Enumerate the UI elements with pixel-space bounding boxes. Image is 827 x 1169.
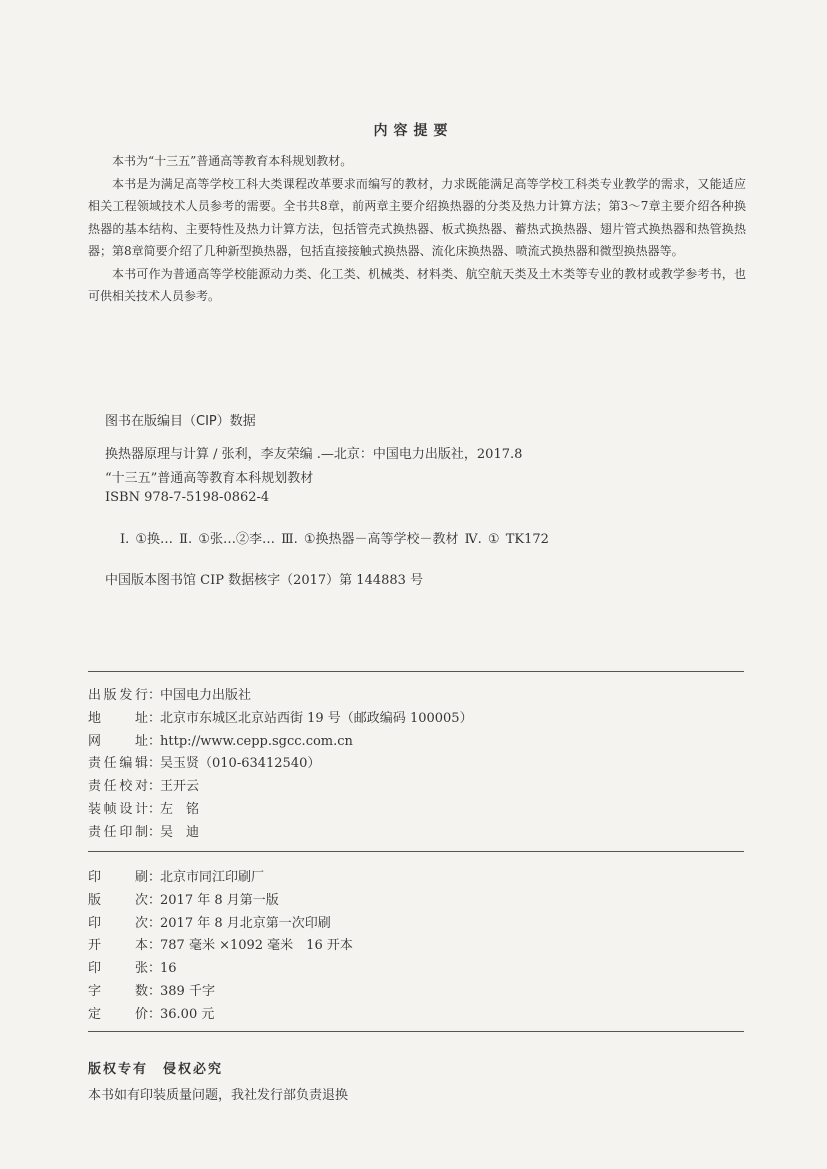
info-row: 版次：2017 年 8 月第一版 <box>88 889 279 908</box>
info-label: 印次 <box>88 916 148 931</box>
info-value: 王开云 <box>160 779 200 794</box>
info-row: 印次：2017 年 8 月北京第一次印刷 <box>88 912 331 931</box>
info-row: 责任编辑：吴玉贤（010-63412540） <box>88 752 320 774</box>
info-label: 责任印制 <box>88 825 148 840</box>
info-row: 印刷：北京市同江印刷厂 <box>88 866 264 885</box>
cip-classification: Ⅰ. ①换… Ⅱ. ①张…②李… Ⅲ. ①换热器－高等学校－教材 Ⅳ. ① TK172 <box>120 532 549 547</box>
info-value: 中国电力出版社 <box>160 688 252 703</box>
info-label: 装帧设计 <box>88 802 148 817</box>
divider <box>88 671 744 672</box>
info-label: 字数 <box>88 984 148 999</box>
info-label: 网址 <box>88 734 148 749</box>
info-label: 责任校对 <box>88 779 148 794</box>
info-value: 2017 年 8 月第一版 <box>160 893 279 908</box>
abstract-paragraph: 本书可作为普通高等学校能源动力类、化工类、机械类、材料类、航空航天类及土木类等专业的教材或教学参考书，也可供相关技术人员参考。 <box>88 266 746 303</box>
info-label: 责任编辑 <box>88 756 148 771</box>
info-row: 定价：36.00 元 <box>88 1003 214 1022</box>
info-value: 389 千字 <box>160 984 215 999</box>
info-row: 出版发行：中国电力出版社 <box>88 684 251 706</box>
info-row: 装帧设计：左 铭 <box>88 798 199 820</box>
cip-series-line: “十三五”普通高等教育本科规划教材 <box>105 471 314 486</box>
info-label: 印张 <box>88 961 148 976</box>
info-row: 责任校对：王开云 <box>88 775 199 797</box>
abstract-paragraph: 本书是为满足高等学校工科大类课程改革要求而编写的教材，力求既能满足高等学校工科类专业教学的需求，又能适应相关工程领域技术人员参考的需要。全书共8章，前两章主要介绍换热器的分类及热力计算方法；第3～7章主要介绍各种换热器的基本结构、主要特性及热力计算方法，包括管壳式换热器、板式换热器、蓄热式换热器、翅片管式换热器和热管换热器；第8章简要介绍了几种新型换热器，包括直接接触式换热器、流化床换热器、喷流式换热器和微型换热器等。 <box>88 176 746 258</box>
cip-isbn: ISBN 978-7-5198-0862-4 <box>105 490 270 505</box>
info-value: 787 毫米 ×1092 毫米 16 开本 <box>160 938 353 953</box>
info-row: 责任印制：吴 迪 <box>88 821 199 843</box>
info-label: 定价 <box>88 1007 148 1022</box>
info-value: 北京市同江印刷厂 <box>160 870 265 885</box>
info-value: 16 <box>160 961 177 976</box>
info-label: 地址 <box>88 711 148 726</box>
info-row: 开本：787 毫米 ×1092 毫米 16 开本 <box>88 934 353 953</box>
info-label: 出版发行 <box>88 688 148 703</box>
info-row: 地址：北京市东城区北京站西街 19 号（邮政编码 100005） <box>88 707 473 729</box>
info-value: 吴 迪 <box>160 825 200 840</box>
info-row: 网址：http://www.cepp.sgcc.com.cn <box>88 730 353 752</box>
info-value: 北京市东城区北京站西街 19 号（邮政编码 100005） <box>160 711 473 726</box>
abstract-body <box>88 150 746 308</box>
cip-title-line: 换热器原理与计算 / 张利，李友荣编 .—北京：中国电力出版社，2017.8 <box>105 447 523 462</box>
info-label: 开本 <box>88 938 148 953</box>
info-row: 字数：389 千字 <box>88 980 215 999</box>
copyright-note: 本书如有印装质量问题，我社发行部负责退换 <box>88 1088 349 1103</box>
divider <box>88 851 744 852</box>
divider <box>88 1031 744 1032</box>
info-label: 版次 <box>88 893 148 908</box>
info-value: 2017 年 8 月北京第一次印刷 <box>160 916 331 931</box>
info-value: 吴玉贤（010-63412540） <box>160 756 321 771</box>
copyright-title: 版权专有 侵权必究 <box>88 1062 224 1077</box>
info-value: http://www.cepp.sgcc.com.cn <box>160 734 353 749</box>
info-value: 36.00 元 <box>160 1007 215 1022</box>
cip-record-id: 中国版本图书馆 CIP 数据核字（2017）第 144883 号 <box>105 573 424 588</box>
abstract-title: 内容提要 <box>373 123 454 139</box>
info-label: 印刷 <box>88 870 148 885</box>
abstract-paragraph: 本书为“十三五”普通高等教育本科规划教材。 <box>112 154 353 168</box>
info-row: 印张：16 <box>88 957 177 976</box>
cip-heading: 图书在版编目（CIP）数据 <box>105 414 256 429</box>
info-value: 左 铭 <box>160 802 200 817</box>
